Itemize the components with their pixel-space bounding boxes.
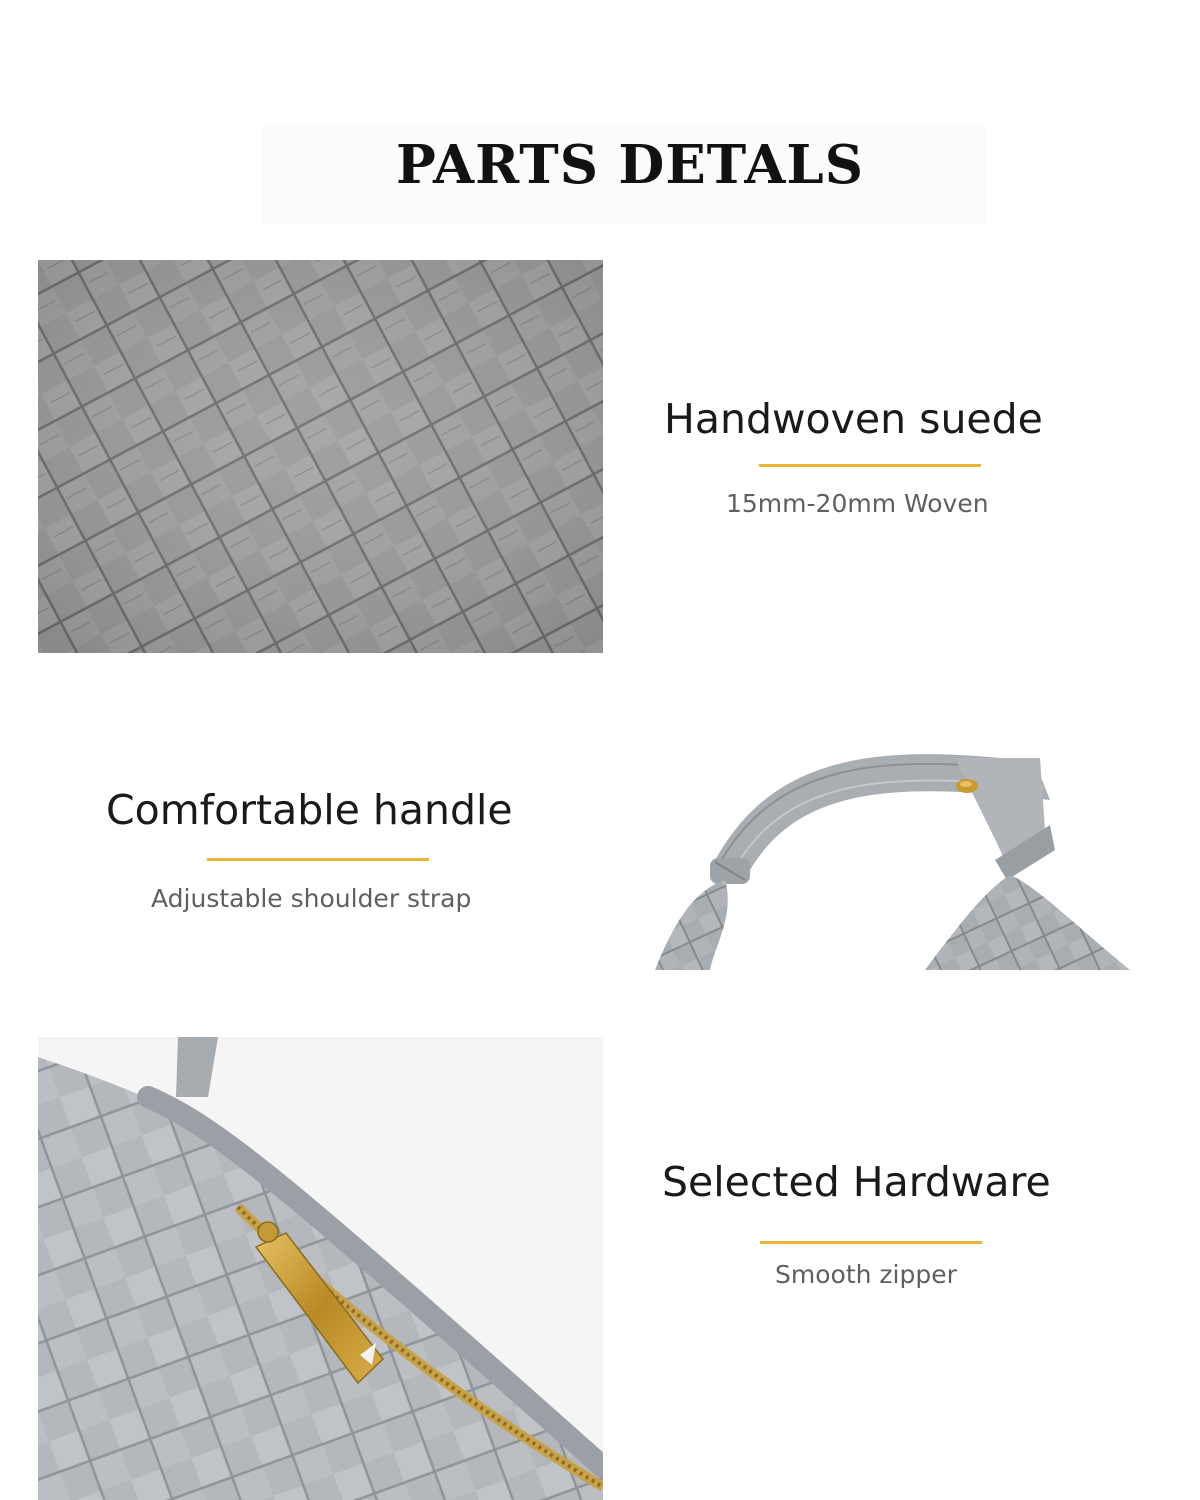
feature-divider-hardware — [760, 1241, 982, 1244]
feature-heading-hardware: Selected Hardware — [662, 1158, 1051, 1206]
feature-heading-woven: Handwoven suede — [664, 395, 1043, 443]
feature-divider-handle — [207, 858, 429, 861]
bag-handle-photo — [655, 740, 1130, 970]
gold-zipper-photo — [38, 1037, 603, 1500]
woven-suede-texture-photo — [38, 260, 603, 653]
page-title: PARTS DETALS — [396, 134, 864, 196]
feature-subtext-hardware: Smooth zipper — [775, 1260, 957, 1289]
feature-subtext-woven: 15mm-20mm Woven — [726, 489, 989, 518]
feature-heading-handle: Comfortable handle — [106, 786, 513, 834]
feature-subtext-handle: Adjustable shoulder strap — [151, 884, 472, 913]
feature-divider-woven — [759, 464, 981, 467]
